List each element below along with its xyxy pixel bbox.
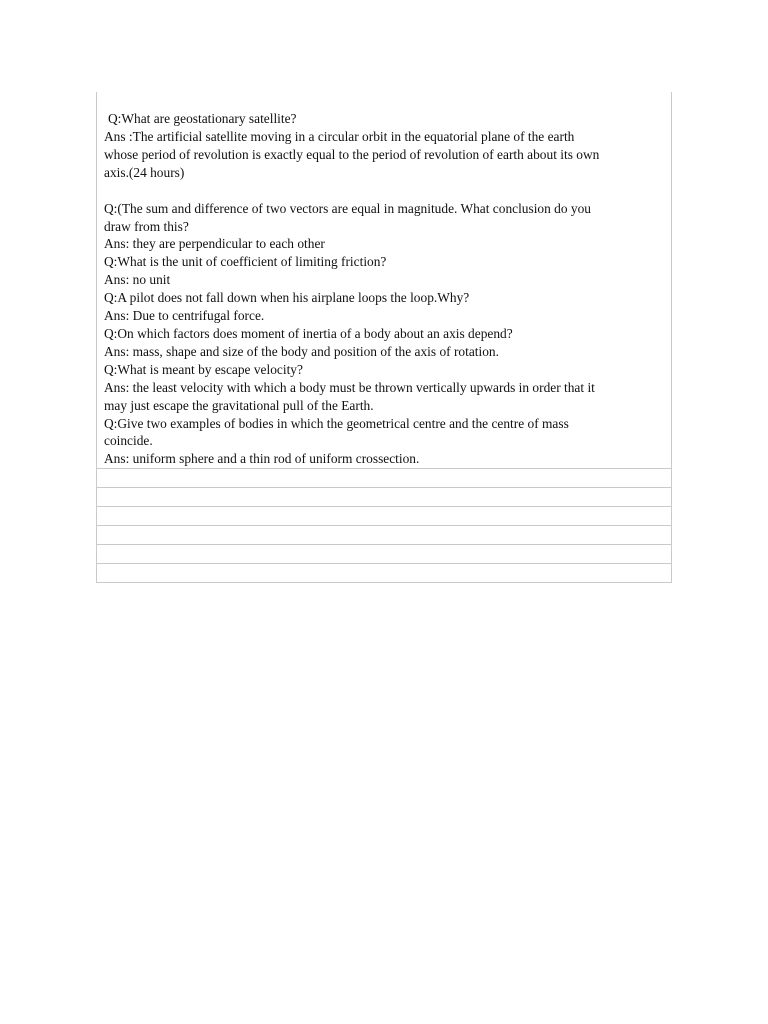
- empty-table-row: [96, 563, 672, 583]
- answer-pilot: Ans: Due to centrifugal force.: [104, 308, 265, 324]
- question-centre-of-mass-line-2: coincide.: [104, 433, 153, 449]
- question-vectors-line-2: draw from this?: [104, 218, 189, 234]
- document-sheet: [96, 92, 672, 583]
- empty-table-row: [96, 487, 672, 506]
- question-pilot: Q:A pilot does not fall down when his airplane loops the loop.Why?: [104, 290, 470, 306]
- answer-geostationary-line-3: axis.(24 hours): [104, 164, 185, 180]
- question-inertia: Q:On which factors does moment of inertia of a body about an axis depend?: [104, 325, 513, 341]
- question-geostationary: Q:What are geostationary satellite?: [108, 111, 297, 126]
- empty-table-row: [96, 468, 672, 487]
- empty-table-row: [96, 525, 672, 544]
- question-friction: Q:What is the unit of coefficient of limiting friction?: [104, 254, 387, 270]
- answer-geostationary-line-1: Ans :The artificial satellite moving in a circular orbit in the equatorial plane of the earth: [104, 128, 575, 144]
- question-escape-velocity: Q:What is meant by escape velocity?: [104, 361, 303, 377]
- question-vectors-line-1: Q:(The sum and difference of two vectors are equal in magnitude. What conclusion do you: [104, 200, 591, 216]
- answer-vectors: Ans: they are perpendicular to each other: [104, 236, 325, 252]
- qa-content-cell: [96, 92, 672, 468]
- answer-friction: Ans: no unit: [104, 272, 171, 288]
- answer-escape-velocity-line-1: Ans: the least velocity with which a body must be thrown vertically upwards in order that it: [104, 379, 595, 395]
- empty-table-row: [96, 544, 672, 563]
- answer-escape-velocity-line-2: may just escape the gravitational pull of the Earth.: [104, 397, 374, 413]
- empty-table-row: [96, 506, 672, 525]
- question-centre-of-mass-line-1: Q:Give two examples of bodies in which the geometrical centre and the centre of mass: [104, 415, 569, 431]
- answer-geostationary-line-2: whose period of revolution is exactly equal to the period of revolution of earth about its own: [104, 146, 600, 162]
- paragraph-spacer: [104, 182, 664, 200]
- answer-centre-of-mass: Ans: uniform sphere and a thin rod of uniform crossection.: [104, 451, 420, 467]
- answer-inertia: Ans: mass, shape and size of the body and position of the axis of rotation.: [104, 343, 499, 359]
